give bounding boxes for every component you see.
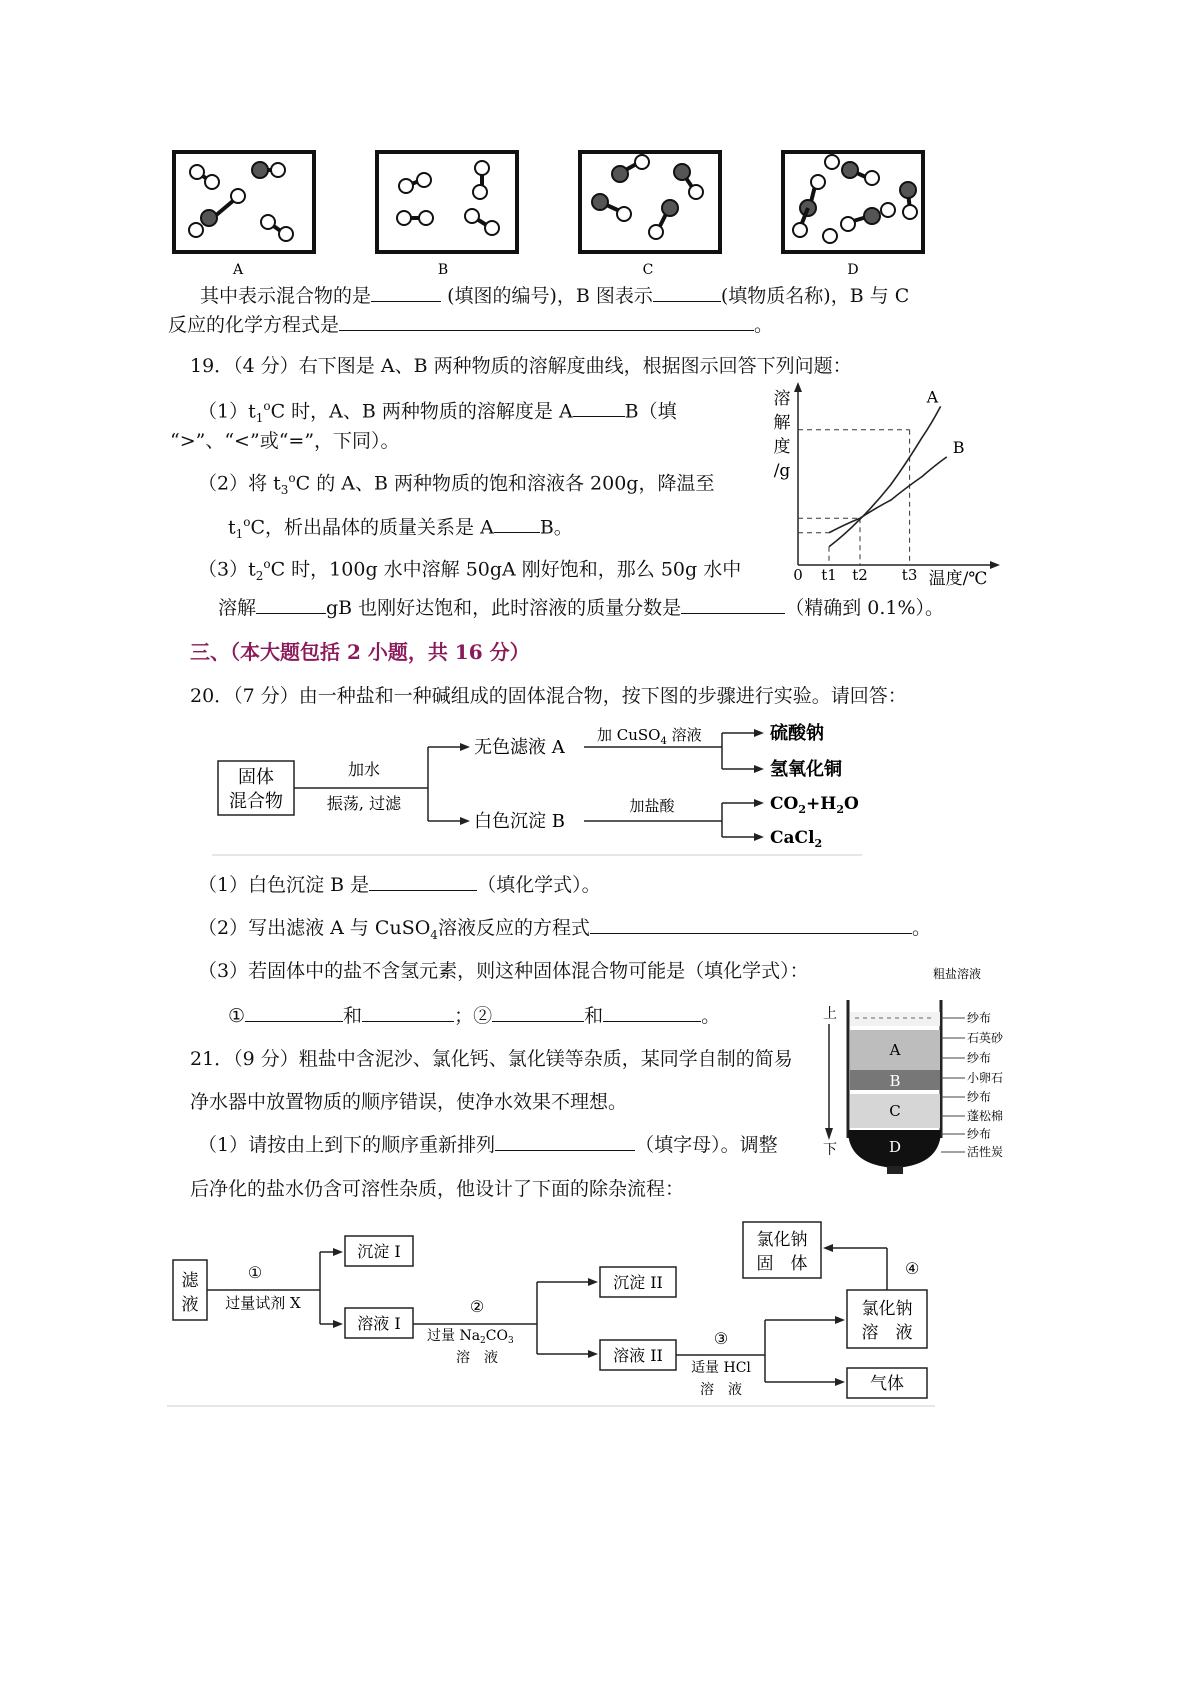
chart-ylabel-char: /g [773, 461, 791, 481]
answer-blank[interactable] [371, 283, 441, 302]
q20-p2 [198, 915, 931, 948]
q18-line2 [168, 312, 773, 338]
filter-layer-label: 蓬松棉 [967, 1109, 1004, 1123]
q18-text: 其中表示混合物的是 [200, 285, 372, 307]
q19-p3 [198, 551, 741, 589]
filter-layer-label: 活性炭 [967, 1145, 1004, 1159]
q19-text: o [263, 399, 271, 413]
chart-ylabel [774, 389, 791, 481]
q20-text: 。 [701, 1005, 721, 1027]
figure-label-d: D [847, 262, 859, 278]
filter-letter: D [888, 1138, 902, 1156]
q19-p2-cont [228, 509, 573, 547]
flow-step-num: ③ [713, 1329, 729, 1348]
q19-p1-cont: “>”、“<”或“=”，下同）。 [170, 430, 400, 452]
filter-letter: C [889, 1102, 901, 1120]
q18-text: (填物质名称)，B 与 C [720, 285, 910, 307]
chart-series-a-label: A [926, 387, 939, 407]
answer-blank[interactable] [681, 595, 785, 614]
filter-letter: A [889, 1041, 901, 1059]
flow-box-text: 沉淀 I [357, 1242, 401, 1261]
q18-text: 。 [754, 314, 774, 336]
q20-text: （1）白色沉淀 B 是 [198, 874, 370, 896]
q20-text: ；② [454, 1005, 493, 1027]
q21-flowchart [165, 1220, 955, 1410]
q19-text: 溶解 [218, 597, 257, 619]
chart-xtick-label: t1 [821, 566, 837, 584]
chart-xtick-label: t3 [901, 566, 918, 584]
flow-step-label: 振荡, 过滤 [326, 794, 402, 813]
filter-label: 粗盐溶液 [933, 967, 982, 981]
answer-blank[interactable] [653, 283, 721, 302]
flow-step-label: 过量 $Na_2CO_3$ [427, 1328, 514, 1346]
filter-layer-label: 纱布 [967, 1127, 992, 1141]
flow-step-num: ② [469, 1297, 485, 1316]
flow-filtrate-a: 无色滤液 A [474, 737, 565, 758]
chart-series-b-label: B [952, 437, 965, 457]
flow-step-label: 过量试剂 X [225, 1294, 301, 1312]
filter-layer-label: 纱布 [967, 1090, 992, 1104]
q19-p1 [198, 393, 677, 431]
flow-box-text: 氯化钠 [861, 1299, 913, 1319]
q19-text: （1）t [198, 400, 256, 423]
figure-label-a: A [232, 262, 244, 278]
q20-p3-answers [228, 1003, 720, 1029]
q19-text: 1 [235, 527, 244, 542]
q19-text: t [228, 516, 236, 539]
q18-text: 反应的化学方程式是 [168, 314, 340, 336]
answer-blank[interactable] [339, 312, 754, 331]
chart-xtick-label: t2 [852, 566, 868, 584]
q20-p3: （3）若固体中的盐不含氢元素，则这种固体混合物可能是（填化学式）： [198, 960, 809, 982]
filter-layer-label: 石英砂 [967, 1031, 1004, 1045]
answer-blank[interactable] [494, 514, 540, 533]
filter-up-label: 上 [823, 1006, 837, 1022]
answer-blank[interactable] [256, 595, 326, 614]
flow-product: CaCl$_2$ [770, 828, 823, 850]
flow-product: 硫酸钠 [770, 723, 824, 744]
flow-step-label: 溶 液 [700, 1382, 742, 1398]
flow-step-label: 加水 [347, 760, 381, 779]
flow-box-text: 固 体 [756, 1254, 808, 1274]
flow-product: 氢氧化铜 [770, 759, 842, 780]
solubility-chart [768, 380, 1008, 590]
chart-origin-label: 0 [793, 566, 803, 584]
chart-guides [798, 430, 910, 565]
q19-text: C 时，A、B 两种物质的溶解度是 A [270, 400, 573, 423]
q19-p2 [198, 465, 714, 503]
q19-text: C 的 A、B 两种物质的饱和溶液各 200g，降温至 [295, 472, 715, 495]
q21-text: （1）请按由上到下的顺序重新排列 [198, 1134, 496, 1156]
chart-series [829, 387, 965, 546]
q19-text: （2）将 t [198, 472, 281, 495]
q19-text: C 时，100g 水中溶解 50gA 刚好饱和，那么 50g 水中 [270, 558, 742, 581]
filter-layer-label: 纱布 [967, 1051, 992, 1065]
q21-p1-cont: 后净化的盐水仍含可溶性杂质，他设计了下面的除杂流程： [190, 1178, 685, 1200]
q18-text: (填图的编号)，B 图表示 [447, 285, 653, 307]
flow-box-text: 氯化钠 [756, 1230, 808, 1250]
q20-text: 4 [430, 927, 438, 942]
q20-text: 和 [584, 1005, 604, 1027]
q21-stem-1: 21．（9 分）粗盐中含泥沙、氯化钙、氯化镁等杂质，某同学自制的简易 [190, 1048, 793, 1070]
q20-flowchart [212, 715, 872, 857]
flow-step-label: 适量 HCl [691, 1360, 751, 1376]
q20-text: 和 [343, 1005, 363, 1027]
q19-text: 1 [255, 411, 264, 426]
chart-ylabel-char: 度 [773, 437, 791, 457]
q20-text: （填化学式）。 [477, 874, 601, 896]
q20-stem: 20．（7 分）由一种盐和一种碱组成的固体混合物，按下图的步骤进行实验。请回答： [190, 685, 907, 707]
filter-right-labels [941, 1010, 1004, 1159]
chart-ylabel-char: 溶 [773, 389, 791, 409]
q19-text: o [263, 557, 271, 571]
q19-text: gB 也刚好达饱和，此时溶液的质量分数是 [326, 597, 682, 619]
q21-stem-2: 净水器中放置物质的顺序错误，使净水效果不理想。 [190, 1091, 628, 1113]
flow-box-text: 液 [181, 1295, 199, 1315]
q19-text: B（填 [624, 400, 677, 423]
q21-text: （填字母）。调整 [635, 1134, 778, 1156]
q20-text: ① [228, 1005, 246, 1027]
q19-text: （精确到 0.1%）。 [785, 597, 944, 619]
q19-text: o [288, 471, 296, 485]
flow-box-text: 固体 [238, 767, 274, 788]
answer-blank[interactable] [603, 1003, 701, 1022]
flow-box-text: 气体 [870, 1374, 904, 1394]
filter-layer-label: 纱布 [967, 1011, 992, 1025]
filter-layer-label: 小卵石 [967, 1071, 1004, 1085]
figure-box-d [783, 152, 923, 252]
flow-box-text: 混合物 [229, 791, 283, 812]
flow-step-num: ④ [905, 1259, 920, 1278]
answer-blank[interactable] [362, 1003, 454, 1022]
filter-down-label: 下 [823, 1142, 837, 1158]
flow-precipitate-b: 白色沉淀 B [474, 811, 565, 832]
q18-line1 [200, 283, 909, 309]
answer-blank[interactable] [590, 915, 912, 934]
flow-box-text: 溶液 II [613, 1346, 663, 1365]
flow-step-label: 加盐酸 [629, 797, 675, 815]
flow-product: $CO_2+H_2O$ [770, 794, 859, 816]
chart-ylabel-char: 解 [773, 413, 791, 433]
q19-stem: 19．（4 分）右下图是 A、B 两种物质的溶解度曲线，根据图示回答下列问题： [190, 355, 852, 377]
flow-box-text: 溶 液 [861, 1323, 913, 1343]
q19-text: C，析出晶体的质量关系是 A [250, 516, 494, 539]
q19-text: 2 [255, 569, 264, 584]
figure-label-b: B [437, 262, 449, 278]
answer-blank[interactable] [495, 1132, 635, 1151]
q20-p1 [198, 872, 601, 898]
flow-box-text: 溶液 I [357, 1314, 401, 1333]
chart-ticks [821, 566, 917, 584]
q20-text: （2）写出滤液 A 与 CuSO [198, 917, 431, 939]
molecule-figures [160, 150, 950, 280]
q21-p1 [198, 1132, 778, 1158]
flow-step-num: ① [247, 1263, 263, 1282]
q19-p3-cont [218, 595, 944, 621]
figure-box-b [377, 152, 517, 252]
flow-step-label: 加 CuSO$_4$ 溶液 [597, 726, 702, 747]
chart-series-b-curve [829, 457, 947, 533]
chart-series-a-curve [829, 406, 941, 546]
water-filter-diagram [815, 960, 1025, 1180]
figure-box-c [580, 152, 720, 252]
section-heading: 三、（本大题包括 2 小题，共 16 分） [190, 640, 530, 664]
q19-text: B。 [539, 516, 573, 539]
answer-blank[interactable] [369, 872, 477, 891]
figure-label-c: C [642, 262, 654, 278]
answer-blank[interactable] [492, 1003, 584, 1022]
q19-text: 3 [280, 483, 289, 498]
answer-blank[interactable] [245, 1003, 343, 1022]
answer-blank[interactable] [573, 398, 625, 417]
figure-box-a [174, 152, 314, 252]
flow-step-label: 溶 液 [456, 1350, 498, 1366]
chart-xlabel: 温度/℃ [928, 569, 988, 589]
filter-letter: B [889, 1072, 901, 1090]
flow-box-text: 沉淀 II [613, 1273, 663, 1292]
q19-text: o [243, 515, 251, 529]
q20-text: 。 [911, 917, 931, 939]
q19-text: （3）t [198, 558, 256, 581]
q20-text: 溶液反应的方程式 [437, 917, 590, 939]
flow-box-text: 滤 [181, 1271, 199, 1291]
